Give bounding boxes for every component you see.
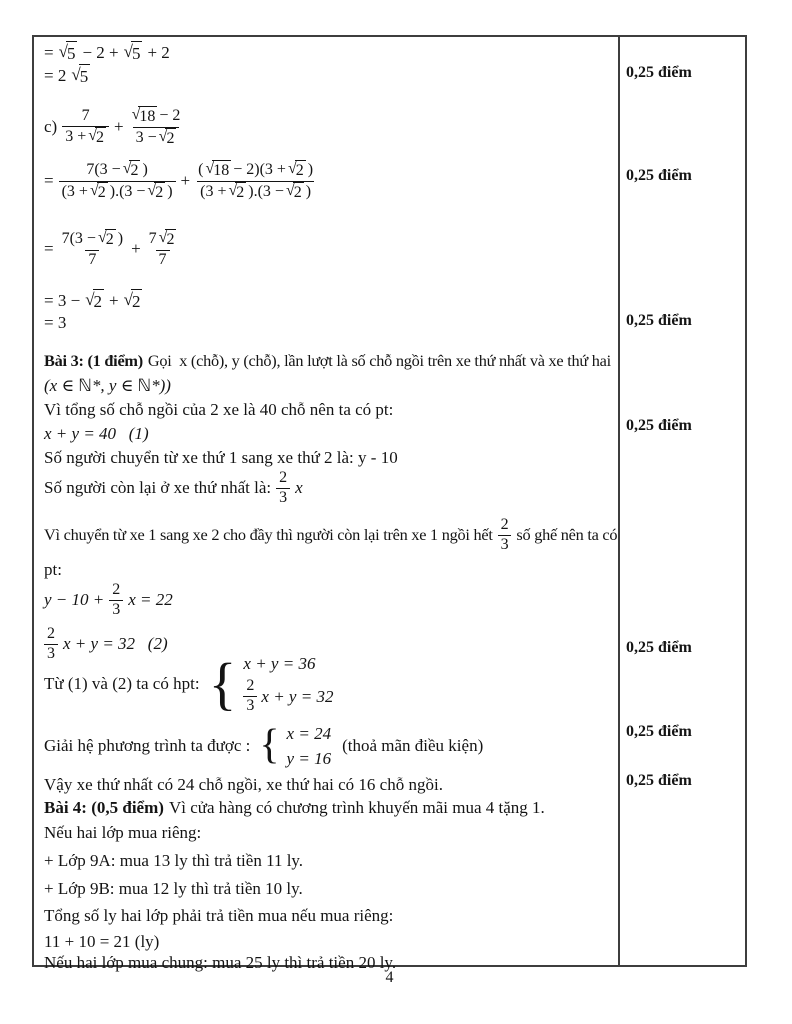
sqrt-symbol: √ <box>123 42 133 61</box>
body-text: Số người còn lại ở xe thứ nhất là: <box>44 478 272 498</box>
radicand: 2 <box>93 289 105 312</box>
math-text: = <box>44 43 54 62</box>
sqrt-term <box>288 160 306 181</box>
solution-line <box>44 774 443 795</box>
solution-line <box>44 878 303 899</box>
solution-line <box>44 375 171 396</box>
body-text: Giải hệ phương trình ta được : <box>44 736 251 756</box>
math-text: (3 + <box>200 182 227 200</box>
sqrt-term <box>147 182 165 203</box>
solution-line <box>44 312 66 333</box>
sqrt-term <box>98 229 116 250</box>
sqrt-symbol: √ <box>131 105 141 123</box>
fraction-denominator: 3 <box>44 644 58 664</box>
solution-line <box>44 399 393 420</box>
math-text: ) <box>117 229 124 247</box>
body-text: 11 + 10 = 21 (ly) <box>44 932 160 951</box>
body-text: Vì tổng số chỗ ngồi của 2 xe là 40 chỗ nên ta có pt: <box>44 400 394 419</box>
fraction-denominator: 3 <box>243 696 257 716</box>
fraction <box>59 229 126 270</box>
fraction-numerator <box>195 160 316 181</box>
problem-label: Bài 4: (0,5 điểm) <box>44 798 164 817</box>
body-text: Số người chuyển từ xe thứ 1 sang xe thứ 2 là: y - 10 <box>44 448 398 467</box>
sqrt-term <box>88 127 106 148</box>
radicand: 2 <box>155 183 164 201</box>
sqrt-symbol: √ <box>58 42 68 61</box>
fraction-numerator: 2 <box>112 580 121 598</box>
math-text: x <box>295 478 303 498</box>
body-text: pt: <box>44 560 62 579</box>
body-text: Từ (1) và (2) ta có hpt: <box>44 674 200 694</box>
radicand: 18 <box>139 107 156 125</box>
fraction-denominator <box>133 127 180 149</box>
system-brace: { <box>259 722 280 769</box>
equation-system <box>287 723 332 769</box>
fraction-numerator: 7 <box>81 106 90 124</box>
column-divider <box>618 37 620 965</box>
sqrt-term <box>205 160 231 181</box>
sqrt-symbol: √ <box>147 181 157 199</box>
math-text: − 2 + <box>82 43 119 62</box>
body-text: Nếu hai lớp mua chung: mua 25 ly thì trả tiền 20 ly. <box>44 953 397 972</box>
sqrt-symbol: √ <box>88 126 98 144</box>
radicand: 2 <box>166 129 175 147</box>
solution-line <box>44 465 303 511</box>
solution-line <box>44 822 201 843</box>
sqrt-symbol: √ <box>287 159 297 177</box>
points-cell: 0,25 điểm <box>626 639 692 656</box>
math-text: y − 10 + <box>44 590 105 610</box>
system-brace: { <box>208 651 237 717</box>
fraction <box>195 160 316 203</box>
radicand: 2 <box>105 230 114 248</box>
solution-line <box>44 41 170 64</box>
system-equation <box>287 748 332 769</box>
points-cell: 0,25 điểm <box>626 312 692 329</box>
fraction-numerator: 2 <box>246 676 255 694</box>
fraction-numerator <box>59 229 126 250</box>
body-text: Tổng số ly hai lớp phải trả tiền mua nếu mua riêng: <box>44 906 394 925</box>
system-equation <box>243 653 315 674</box>
sqrt-symbol: √ <box>71 65 81 84</box>
sqrt-symbol: √ <box>122 159 132 177</box>
sqrt-term <box>228 182 246 203</box>
radicand: 2 <box>295 161 304 179</box>
sqrt-term <box>159 128 177 149</box>
fraction-numerator <box>146 229 180 250</box>
fraction-numerator: 2 <box>500 515 509 533</box>
solution-line <box>44 651 333 717</box>
sqrt-term <box>71 64 90 87</box>
fraction <box>62 107 109 148</box>
math-text: + <box>131 239 141 259</box>
points-cell: 0,25 điểm <box>626 417 692 434</box>
math-text: ) <box>307 160 314 178</box>
sqrt-symbol: √ <box>158 228 168 246</box>
fraction-denominator: 3 <box>498 535 512 555</box>
body-text: số ghế nên ta có <box>516 524 618 544</box>
solution-line <box>44 64 90 87</box>
grading-table <box>32 35 747 972</box>
fraction <box>59 160 176 203</box>
fraction-denominator <box>197 181 314 203</box>
math-text: = 3 − <box>44 291 81 310</box>
sqrt-symbol: √ <box>158 127 168 145</box>
body-text: + Lớp 9B: mua 12 ly thì trả tiền 10 ly. <box>44 879 303 898</box>
math-text: ) <box>167 182 173 200</box>
solution-line <box>44 850 303 871</box>
math-text: = <box>44 171 54 191</box>
solution-line <box>44 289 142 312</box>
body-text: (thoả mãn điều kiện) <box>342 736 484 756</box>
sqrt-term <box>90 182 108 203</box>
radicand: 2 <box>96 128 105 146</box>
body-text: Vậy xe thứ nhất có 24 chỗ ngồi, xe thứ hai có 16 chỗ ngồi. <box>44 775 443 794</box>
system-equation <box>287 723 332 744</box>
radicand: 2 <box>97 183 106 201</box>
solution-line <box>44 511 617 559</box>
sqrt-symbol: √ <box>228 181 238 199</box>
math-text: x + y = 40 (1) <box>44 424 149 443</box>
fraction-denominator <box>62 126 109 148</box>
fraction <box>498 516 512 555</box>
page-number: 4 <box>385 969 394 986</box>
math-text: ) <box>305 182 312 200</box>
points-cell: 0,25 điểm <box>626 167 692 184</box>
math-text: (x ∈ ℕ*, y ∈ ℕ*)) <box>44 376 171 395</box>
sqrt-term <box>159 229 177 250</box>
problem3-heading <box>44 351 611 371</box>
fraction <box>276 469 290 508</box>
sqrt-symbol: √ <box>97 228 107 246</box>
radicand: 18 <box>213 161 230 179</box>
math-text: ).(3 − <box>248 182 284 200</box>
solution-line <box>44 155 316 207</box>
fraction <box>243 677 257 716</box>
radicand: 2 <box>166 230 175 248</box>
sqrt-symbol: √ <box>285 181 295 199</box>
radicand: 5 <box>131 41 143 64</box>
part-label: c) <box>44 117 58 137</box>
radicand: 2 <box>236 183 245 201</box>
math-text: y = 16 <box>286 748 332 768</box>
radicand: 2 <box>130 161 139 179</box>
math-text: x = 22 <box>128 590 173 610</box>
sqrt-term <box>124 41 143 64</box>
solution-line <box>44 577 173 623</box>
sqrt-term <box>132 106 158 127</box>
math-text: 7 <box>148 229 157 247</box>
sqrt-term <box>286 182 304 203</box>
points-cell: 0,25 điểm <box>626 723 692 740</box>
fraction-denominator: 7 <box>85 250 99 270</box>
math-text: = <box>44 239 54 259</box>
math-text: + 2 <box>147 43 170 62</box>
math-text: = 3 <box>44 313 67 332</box>
heading-text: Gọi x (chỗ), y (chỗ), lần lượt là số chỗ ngồi trên xe thứ nhất và xe thứ hai <box>147 351 611 370</box>
points-cell: 0,25 điểm <box>626 772 692 789</box>
fraction-numerator <box>83 160 150 181</box>
math-text: + <box>109 291 119 310</box>
solution-line <box>44 719 483 773</box>
math-text: ).(3 − <box>109 182 146 200</box>
solution-line <box>44 931 159 952</box>
sqrt-symbol: √ <box>89 181 99 199</box>
fraction-denominator: 3 <box>109 600 123 620</box>
problem4-heading <box>44 797 545 818</box>
problem-label: Bài 3: (1 điểm) <box>44 351 143 370</box>
solution-line <box>44 905 393 926</box>
math-text: x + y = 32 <box>261 686 334 706</box>
solution-line <box>44 225 179 273</box>
sqrt-symbol: √ <box>205 159 215 177</box>
fraction-numerator: 2 <box>279 468 288 486</box>
math-text: (3 + <box>61 182 88 200</box>
fraction <box>146 229 180 270</box>
math-text: 3 − <box>135 128 157 146</box>
math-text: − 2)(3 + <box>233 160 286 178</box>
body-text: Nếu hai lớp mua riêng: <box>44 823 202 842</box>
math-text: x = 24 <box>286 724 332 744</box>
math-text: + <box>114 117 124 137</box>
sqrt-term <box>59 41 78 64</box>
fraction-denominator: 7 <box>156 250 170 270</box>
body-text: + Lớp 9A: mua 13 ly thì trả tiền 11 ly. <box>44 851 304 870</box>
sqrt-term <box>85 289 104 312</box>
fraction-numerator: 2 <box>47 624 55 642</box>
fraction <box>109 581 123 620</box>
fraction-denominator <box>59 181 176 203</box>
fraction-numerator <box>129 106 184 127</box>
math-text: x + y = 32 (2) <box>63 634 168 654</box>
math-text: − 2 <box>159 106 181 124</box>
system-equation <box>243 677 333 716</box>
radicand: 2 <box>293 183 302 201</box>
sqrt-term <box>124 289 143 312</box>
fraction <box>129 106 184 149</box>
math-text: ) <box>142 160 148 178</box>
math-text: = 2 <box>44 66 67 85</box>
solution-line <box>44 103 183 151</box>
radicand: 5 <box>66 41 78 64</box>
math-text: 3 + <box>65 127 87 145</box>
equation-system <box>243 653 333 716</box>
points-cell: 0,25 điểm <box>626 64 692 81</box>
body-text: Vì chuyển từ xe 1 sang xe 2 cho đầy thì người còn lại trên xe 1 ngồi hết <box>44 524 493 544</box>
math-text: 7(3 − <box>61 229 96 247</box>
sqrt-symbol: √ <box>123 290 133 309</box>
math-text: 7(3 − <box>86 160 121 178</box>
fraction-denominator: 3 <box>276 488 290 508</box>
sqrt-symbol: √ <box>85 290 95 309</box>
heading-text: Vì cửa hàng có chương trình khuyến mãi mua 4 tặng 1. <box>168 798 545 817</box>
math-text: x + y = 36 <box>243 653 316 673</box>
radicand: 2 <box>131 289 143 312</box>
sqrt-term <box>123 160 141 181</box>
math-text: + <box>180 171 191 191</box>
math-text: ( <box>198 160 204 178</box>
radicand: 5 <box>79 64 91 87</box>
solution-line <box>44 423 149 444</box>
